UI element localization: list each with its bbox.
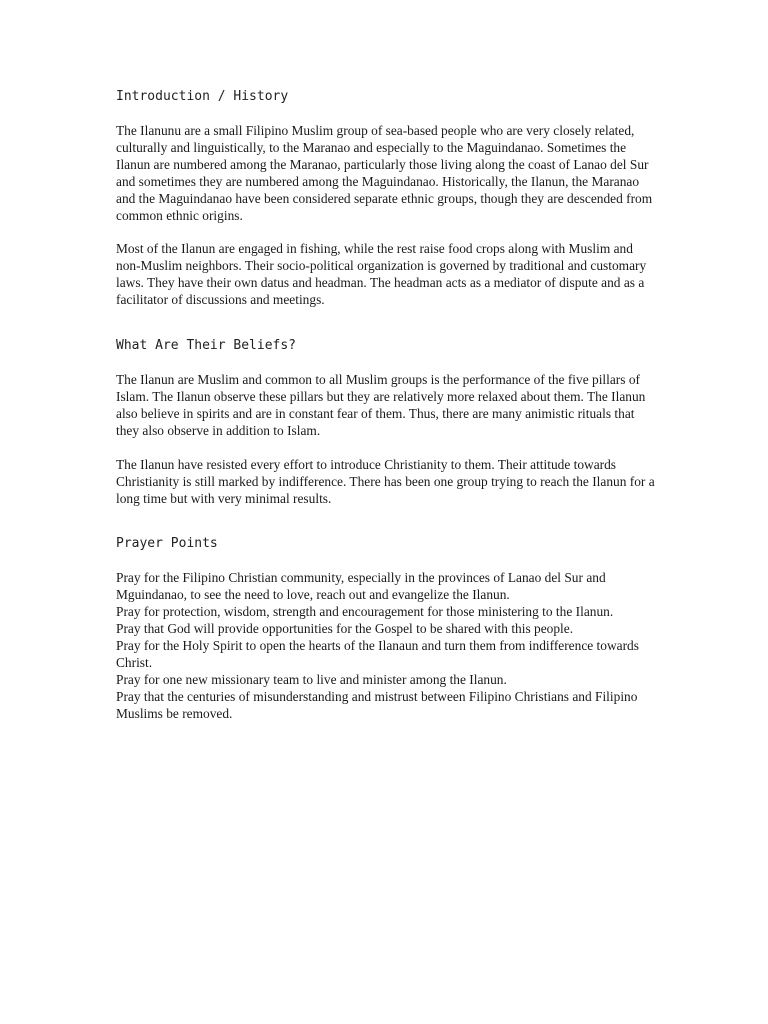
prayer-point-item: Pray for the Filipino Christian community, especially in the provinces of Lanao del Sur and Mguindanao, to see the need to love, reach out and evangelize the Ilanun.: [116, 570, 606, 603]
prayer-point-item: Pray that God will provide opportunities for the Gospel to be shared with this people.: [116, 621, 574, 637]
section-beliefs: [116, 335, 656, 507]
section-heading-prayer-points: Prayer Points: [116, 536, 218, 552]
prayer-point-item: Pray that the centuries of misunderstanding and mistrust between Filipino Christians and Filipino Muslims be removed.: [116, 688, 638, 721]
paragraph-introduction-2: Most of the Ilanun are engaged in fishing, while the rest raise food crops along with Muslim and non-Muslim neighbors. Their socio-political organization is governed by traditional and customary laws. They have their own datus and headman. The headman acts as a mediator of dispute and as a facilitator of discussions and meetings.: [116, 241, 647, 308]
prayer-point-item: Pray for one new missionary team to live and minister among the Ilanun.: [116, 671, 507, 687]
prayer-point-item: Pray for the Holy Spirit to open the hearts of the Ilanaun and turn them from indifference towards Christ.: [116, 638, 639, 670]
paragraph-beliefs-1: The Ilanun are Muslim and common to all Muslim groups is the performance of the five pillars of Islam. The Ilanun observe these pillars but they are relatively more relaxed about them. The Ilanun also believe in spirits and are in constant fear of them. Thus, there are many animistic rituals that they also observe in addition to Islam.: [116, 372, 646, 438]
section-prayer-points: [116, 533, 656, 722]
document-page: [116, 86, 656, 749]
section-heading-introduction: Introduction / History: [116, 89, 289, 104]
paragraph-introduction-1: The Ilanunu are a small Filipino Muslim group of sea-based people who are very closely related, culturally and linguistically, to the Maranao and especially to the Maguindanao. Sometimes the Ilanun are numbered among the Maranao, particularly those living along the coast of Lanao del Sur and sometimes they are numbered among the Maguindanao. Historically, the Ilanun, the Maranao and the Maguindanao have been considered separate ethnic groups, though they are descended from common ethnic origins.: [116, 123, 653, 223]
paragraph-beliefs-2: The Ilanun have resisted every effort to introduce Christianity to them. Their attitude towards Christianity is still marked by indifference. There has been one group trying to reach the Ilanun for a long time but with very minimal results.: [116, 456, 655, 506]
section-introduction: [116, 86, 656, 309]
prayer-points-list: [116, 570, 656, 722]
section-heading-beliefs: What Are Their Beliefs?: [116, 338, 297, 354]
prayer-point-item: Pray for protection, wisdom, strength and encouragement for those ministering to the Ilanun.: [116, 604, 614, 620]
